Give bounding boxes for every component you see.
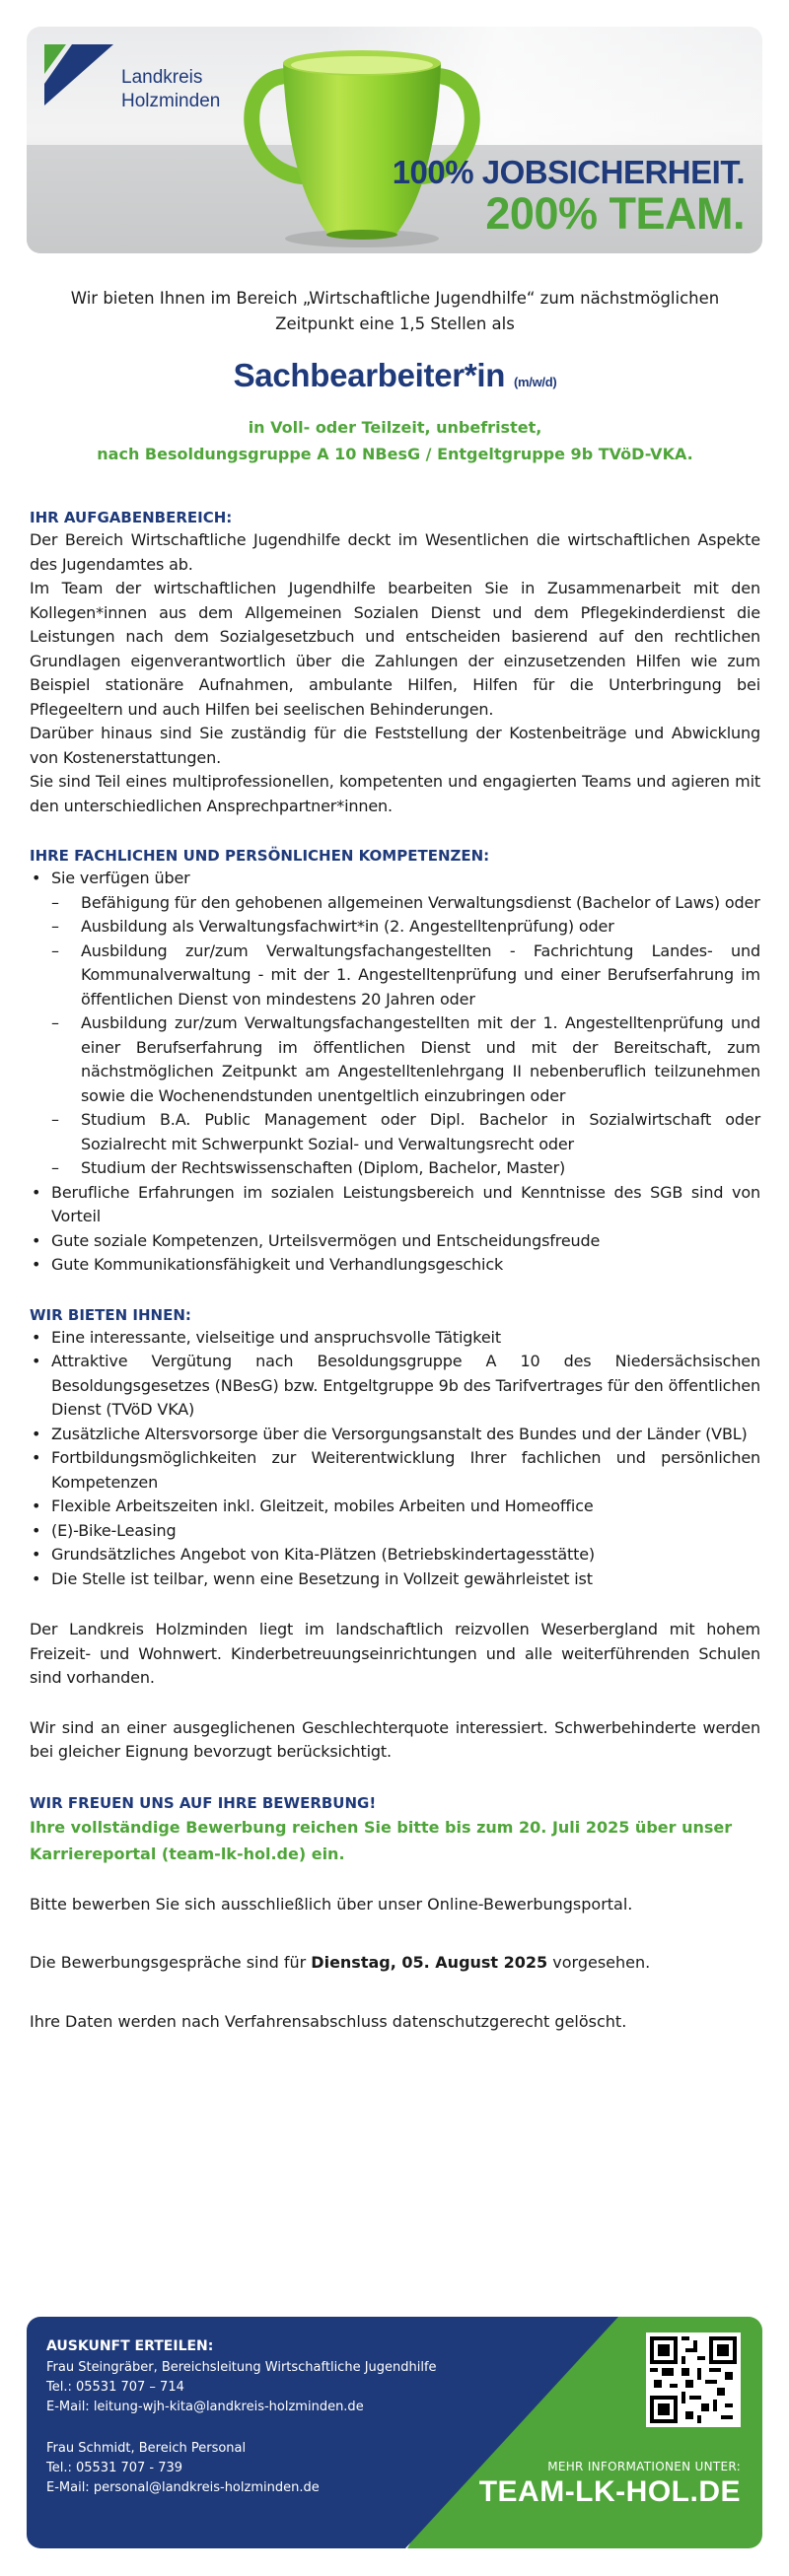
job-title-text: Sachbearbeiter*in [233, 357, 506, 393]
application-deadline: Ihre vollständige Bewerbung reichen Sie bitte bis zum 20. Juli 2025 über unser Karriereportal (team-lk-hol.de) ein. [30, 1817, 733, 1863]
contact2-email[interactable]: E-Mail: personal@landkreis-holzminden.de [46, 2480, 320, 2495]
interview-pre: Die Bewerbungsgespräche sind für [30, 1953, 312, 1972]
contact-block [46, 2336, 437, 2498]
list-item: • Gute Kommunikationsfähigkeit und Verhandlungsgeschick [30, 1253, 760, 1278]
more-info-label: MEHR INFORMATIONEN UNTER: [547, 2460, 741, 2473]
more-info [479, 2460, 741, 2509]
application-heading: WIR FREUEN UNS AUF IHRE BEWERBUNG! [30, 1793, 377, 1812]
slogan-line2: 200% TEAM. [485, 188, 745, 239]
interview-date: Dienstag, 05. August 2025 [311, 1953, 548, 1972]
slogan [393, 155, 745, 238]
job-title-suffix: (m/w/d) [513, 375, 557, 389]
header-banner [27, 27, 762, 253]
competencies-heading: IHRE FACHLICHEN UND PERSÖNLICHEN KOMPETENZEN: [30, 847, 490, 865]
contact2-name: Frau Schmidt, Bereich Personal [46, 2441, 247, 2456]
list-item: • Grundsätzliches Angebot von Kita-Plätzen (Betriebskindertagesstätte) [30, 1543, 760, 1567]
list-item: • Gute soziale Kompetenzen, Urteilsvermögen und Entscheidungsfreude [30, 1229, 760, 1254]
list-item: • Die Stelle ist teilbar, wenn eine Besetzung in Vollzeit gewährleistet ist [30, 1567, 760, 1592]
competencies-list [30, 867, 760, 1278]
offer-section [30, 1304, 760, 1592]
career-portal-link[interactable]: TEAM-LK-HOL.DE [478, 2475, 741, 2508]
landkreis-logo-icon [44, 44, 113, 113]
contact1-phone[interactable]: Tel.: 05531 707 – 714 [46, 2380, 184, 2395]
list-item: • (E)-Bike-Leasing [30, 1519, 760, 1544]
job-title [30, 357, 760, 394]
logo-line2: Holzminden [121, 91, 221, 111]
intro-text: Wir bieten Ihnen im Bereich „Wirtschaftliche Jugendhilfe“ zum nächstmöglichen Zeitpunkt eine 1,5 Stellen als [70, 289, 720, 333]
qr-code[interactable] [646, 2332, 741, 2427]
sublist-item: – Ausbildung zur/zum Verwaltungsfachangestellten mit der 1. Angestelltenprüfung und einer Berufserfahrung im öffentlichen Dienst und mit der Bereitschaft, zum nächstmöglichen Zeitpunkt am Angestelltenlehrgang II nebenberuflich teilzunehmen sowie die Wochenendstunden unentgeltlich einzubringen oder [30, 1011, 760, 1108]
terms-line2: nach Besoldungsgruppe A 10 NBesG / Entgeltgruppe 9b TVöD-VKA. [97, 445, 693, 463]
interview-post: vorgesehen. [547, 1953, 651, 1972]
list-item: • Berufliche Erfahrungen im sozialen Leistungsbereich und Kenntnisse des SGB sind von Vorteil [30, 1181, 760, 1229]
competencies-lead: Sie verfügen über [51, 869, 190, 887]
list-item [30, 867, 760, 1181]
list-item: • Flexible Arbeitszeiten inkl. Gleitzeit, mobiles Arbeiten und Homeoffice [30, 1495, 760, 1519]
tasks-paragraph: Im Team der wirtschaftlichen Jugendhilfe bearbeiten Sie in Zusammenarbeit mit den Kollegen*innen aus dem Allgemeinen Sozialen Dienst und dem Pflegekinderdienst die Leistungen nach dem Sozialgesetzbuch und entscheiden basierend auf den rechtlichen Grundlagen eigenverantwortlich über die Zahlungen der einzusetzenden Hilfen wie zum Beispiel stationäre Aufnahmen, ambulante Hilfen, Hilfen für die Unterbringung bei Pflegeeltern und auch Hilfen bei seelischen Behinderungen. [30, 579, 760, 719]
tasks-heading: IHR AUFGABENBEREICH: [30, 509, 233, 526]
list-item: • Eine interessante, vielseitige und anspruchsvolle Tätigkeit [30, 1326, 760, 1351]
contact1-name: Frau Steingräber, Bereichsleitung Wirtschaftliche Jugendhilfe [46, 2360, 437, 2375]
list-item: • Zusätzliche Altersvorsorge über die Versorgungsanstalt des Bundes und der Länder (VBL) [30, 1423, 760, 1447]
tasks-paragraph: Sie sind Teil eines multiprofessionellen, kompetenten und engagierten Teams und agieren mit den unterschiedlichen Ansprechpartner*innen. [30, 772, 760, 815]
equality-text: Wir sind an einer ausgeglichenen Geschlechterquote interessiert. Schwerbehinderte werden bei gleicher Eignung bevorzugt berücksichtigt. [30, 1717, 760, 1761]
contact-footer [27, 2317, 762, 2548]
qr-code-icon [650, 2336, 737, 2423]
sublist-item: – Befähigung für den gehobenen allgemeinen Verwaltungsdienst (Bachelor of Laws) oder [30, 891, 760, 916]
contact-heading: AUSKUNFT ERTEILEN: [46, 2338, 214, 2354]
tasks-paragraph: Darüber hinaus sind Sie zuständig für die Feststellung der Kostenbeiträge und Abwicklung von Kostenerstattungen. [30, 724, 760, 767]
sublist-item: – Ausbildung als Verwaltungsfachwirt*in (2. Angestelltenprüfung) oder [30, 915, 760, 940]
terms-line1: in Voll- oder Teilzeit, unbefristet, [248, 418, 542, 437]
slogan-line1: 100% JOBSICHERHEIT. [392, 154, 745, 190]
contact2-phone[interactable]: Tel.: 05531 707 - 739 [46, 2461, 183, 2475]
interview-text [30, 1951, 760, 1976]
contact-gap [46, 2417, 437, 2439]
offer-heading: WIR BIETEN IHNEN: [30, 1305, 191, 1324]
sublist-item: – Studium der Rechtswissenschaften (Diplom, Bachelor, Master) [30, 1156, 760, 1181]
sublist-item: – Studium B.A. Public Management oder Dipl. Bachelor in Sozialwirtschaft oder Sozialrecht mit Schwerpunkt Sozial- und Verwaltungsrecht oder [30, 1108, 760, 1156]
offer-list [30, 1326, 760, 1592]
region-text: Der Landkreis Holzminden liegt im landschaftlich reizvollen Weserbergland mit hohem Freizeit- und Wohnwert. Kinderbetreuungseinrichtungen und alle weiterführenden Schulen sind vorhanden. [30, 1620, 760, 1687]
list-item: • Fortbildungsmöglichkeiten zur Weiterentwicklung Ihrer fachlichen und persönlichen Kompetenzen [30, 1446, 760, 1495]
job-ad-content [30, 286, 760, 2068]
online-only-text: Bitte bewerben Sie sich ausschließlich über unser Online-Bewerbungsportal. [30, 1894, 633, 1914]
qualification-sublist [30, 891, 760, 1181]
sublist-item: – Ausbildung zur/zum Verwaltungsfachangestellten - Fachrichtung Landes- und Kommunalverwaltung - mit der 1. Angestelltenprüfung und einer Berufserfahrung im öffentlichen Dienst von mindestens 20 Jahren oder [30, 940, 760, 1012]
logo-text [121, 66, 220, 113]
contact1-email[interactable]: E-Mail: leitung-wjh-kita@landkreis-holzminden.de [46, 2400, 364, 2414]
privacy-text: Ihre Daten werden nach Verfahrensabschluss datenschutzgerecht gelöscht. [30, 2011, 627, 2031]
list-item: • Attraktive Vergütung nach Besoldungsgruppe A 10 des Niedersächsischen Besoldungsgesetzes (NBesG) bzw. Entgeltgruppe 9b des Tarifvertrages für den öffentlichen Dienst (TVöD VKA) [30, 1350, 760, 1423]
employment-terms [30, 414, 760, 467]
competencies-section [30, 845, 760, 1278]
tasks-paragraph: Der Bereich Wirtschaftliche Jugendhilfe deckt im Wesentlichen die wirtschaftlichen Aspekte des Jugendamtes ab. [30, 530, 760, 574]
logo-line1: Landkreis [121, 67, 203, 88]
tasks-section [30, 507, 760, 818]
